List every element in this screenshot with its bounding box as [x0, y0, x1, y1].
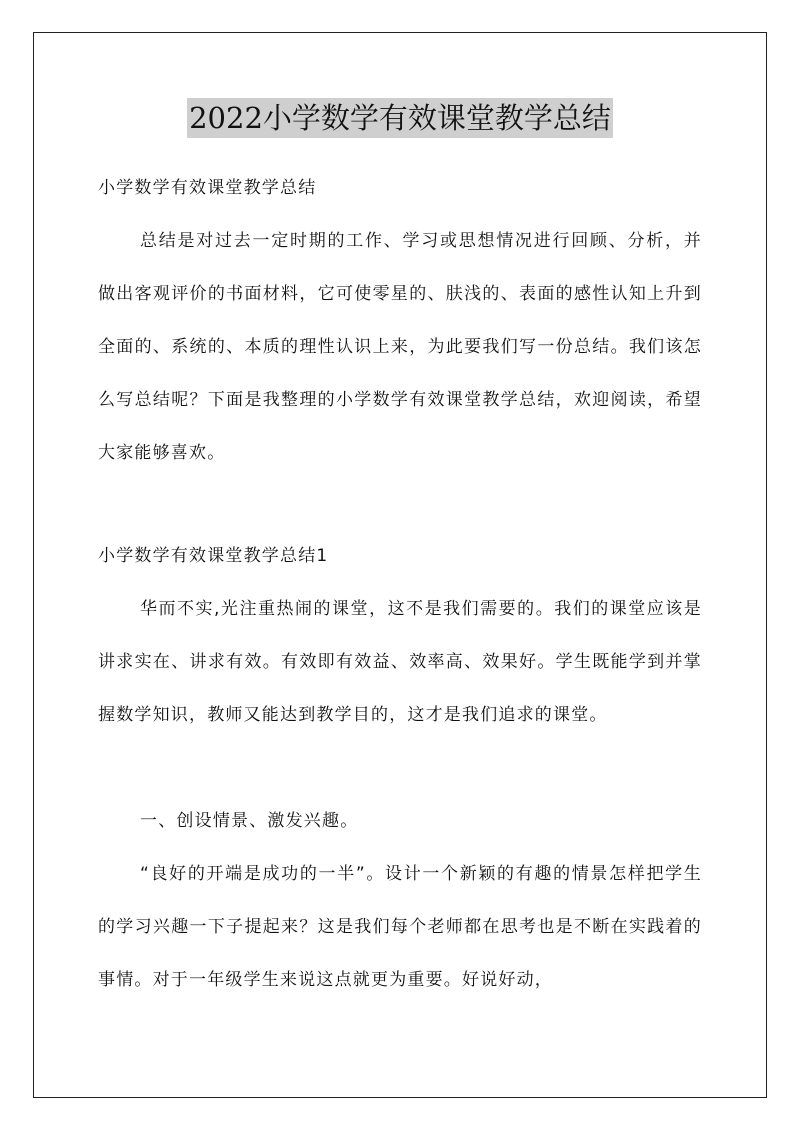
- point-1-heading: 一、创设情景、激发兴趣。: [140, 811, 359, 831]
- document-subtitle: 小学数学有效课堂教学总结: [98, 178, 317, 198]
- section-heading-1: 小学数学有效课堂教学总结1: [98, 546, 329, 566]
- section-1-paragraph: 华而不实,光注重热闹的课堂，这不是我们需要的。我们的课堂应该是讲求实在、讲求有效。有效即有效益、效率高、效果好。学生既能学到并掌握数学知识，教师又能达到教学目的，这才是我们追求的课堂。: [98, 599, 702, 725]
- document-title-wrap: [0, 98, 800, 138]
- intro-paragraph: 总结是对过去一定时期的工作、学习或思想情况进行回顾、分析，并做出客观评价的书面材料，它可使零星的、肤浅的、表面的感性认知上升到全面的、系统的、本质的理性认识上来，为此要我们写一份总结。我们该怎么写总结呢？下面是我整理的小学数学有效课堂教学总结，欢迎阅读，希望大家能够喜欢。: [98, 231, 702, 463]
- point-1-paragraph: “良好的开端是成功的一半”。设计一个新颖的有趣的情景怎样把学生的学习兴趣一下子提起来？这是我们每个老师都在思考也是不断在实践着的事情。对于一年级学生来说这点就更为重要。好说好动，: [98, 864, 702, 990]
- document-title: 2022小学数学有效课堂教学总结: [187, 98, 613, 138]
